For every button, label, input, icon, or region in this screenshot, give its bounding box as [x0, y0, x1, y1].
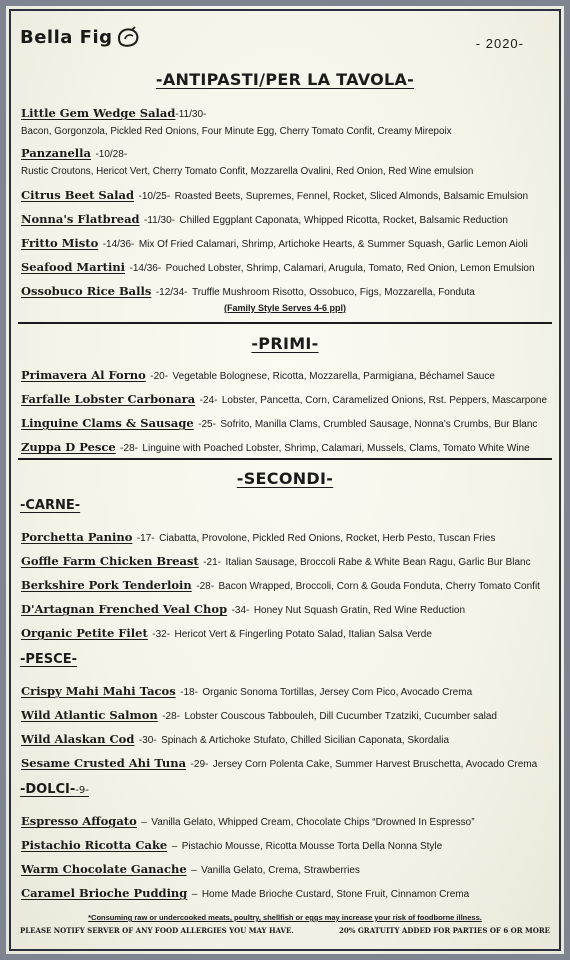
item-description: Rustic Croutons, Hericot Vert, Cherry Tomato Confit, Mozzarella Ovalini, Red Onion, Red Wine emulsion: [21, 166, 474, 177]
item-name: Wild Atlantic Salmon: [21, 708, 158, 722]
item-price: -11/30-: [144, 215, 175, 226]
item-name: Espresso Affogato: [21, 814, 137, 828]
menu-item: [21, 282, 552, 300]
item-price: -25-: [198, 419, 216, 430]
dolci-price: -9-: [75, 785, 89, 796]
menu-item: [21, 706, 552, 724]
item-description: Lobster Couscous Tabbouleh, Dill Cucumber Tzatziki, Cucumber salad: [184, 711, 497, 722]
item-description: Vanilla Gelato, Whipped Cream, Chocolate Chips “Drowned In Espresso”: [151, 817, 475, 828]
item-price: -17-: [136, 533, 155, 544]
logo-text: Bella Fig: [20, 26, 113, 48]
menu-item: [21, 552, 552, 570]
menu-item: [21, 104, 552, 137]
carne-subtitle: -CARNE-: [20, 498, 81, 513]
item-name: Sesame Crusted Ahi Tuna: [21, 756, 187, 770]
item-price: -28-: [120, 443, 138, 454]
menu-item: [21, 366, 552, 384]
item-price: -11/30-: [175, 109, 207, 120]
menu-item: [21, 390, 552, 408]
fig-icon: [116, 26, 140, 48]
item-price: –: [171, 841, 178, 852]
item-price: -18-: [180, 687, 198, 698]
item-price: -28-: [196, 581, 215, 592]
item-price: -34-: [231, 605, 250, 616]
menu-item: [21, 624, 552, 642]
item-price: -14/36-: [102, 239, 135, 250]
menu-item: [21, 234, 552, 252]
item-description: Vanilla Gelato, Crema, Strawberries: [201, 865, 360, 876]
item-description: Honey Nut Squash Gratin, Red Wine Reduction: [253, 605, 466, 616]
item-description: Linguine with Poached Lobster, Shrimp, Calamari, Mussels, Clams, Tomato White Wine: [142, 443, 530, 454]
item-description: Italian Sausage, Broccoli Rabe & White Bean Ragu, Garlic Bur Blanc: [225, 557, 531, 568]
menu-item: [21, 414, 552, 432]
item-name: Organic Petite Filet: [21, 626, 148, 640]
item-description: Roasted Beets, Supremes, Fennel, Rocket, Sliced Almonds, Balsamic Emulsion: [174, 191, 529, 202]
item-price: -10/25-: [138, 191, 171, 202]
item-name: Nonna's Flatbread: [21, 212, 140, 226]
item-price: -30-: [138, 735, 157, 746]
menu-item: [21, 576, 552, 594]
menu-item: [21, 186, 552, 204]
menu-item: [21, 528, 552, 546]
item-description: Sofrito, Manilla Clams, Crumbled Sausage, Nonna's Crumbs, Bur Blanc: [220, 419, 538, 430]
item-name: Crispy Mahi Mahi Tacos: [21, 684, 176, 698]
item-description: Spinach & Artichoke Stufato, Chilled Sicilian Caponata, Skordalia: [161, 735, 450, 746]
item-description: Jersey Corn Polenta Cake, Summer Harvest Bruschetta, Avocado Crema: [212, 759, 538, 770]
item-price: -29-: [190, 759, 209, 770]
item-description: Organic Sonoma Tortillas, Jersey Corn Pico, Avocado Crema: [202, 687, 473, 698]
item-name: Berkshire Pork Tenderloin: [21, 578, 192, 592]
item-description: Bacon Wrapped, Broccoli, Corn & Gouda Fonduta, Cherry Tomato Confit: [218, 581, 540, 592]
item-description: Home Made Brioche Custard, Stone Fruit, Cinnamon Crema: [201, 889, 470, 900]
menu-item: [21, 600, 552, 618]
menu-item: [21, 258, 552, 276]
item-description: Lobster, Pancetta, Corn, Caramelized Onions, Rst. Peppers, Mascarpone: [221, 395, 548, 406]
item-description: Truffle Mushroom Risotto, Ossobuco, Figs, Mozzarella, Fonduta: [191, 287, 475, 298]
secondi-title: -SECONDI-: [236, 469, 334, 488]
section-divider: [18, 458, 552, 460]
item-name: Farfalle Lobster Carbonara: [21, 392, 196, 406]
item-name: Zuppa D Pesce: [21, 440, 116, 454]
menu-item: [21, 860, 552, 878]
item-price: -14/36-: [129, 263, 162, 274]
primi-title: -PRIMI-: [251, 334, 319, 353]
item-name: Citrus Beet Salad: [21, 188, 135, 202]
menu-item: [21, 836, 552, 854]
item-description: Chilled Eggplant Caponata, Whipped Ricotta, Rocket, Balsamic Reduction: [179, 215, 508, 226]
item-price: –: [191, 889, 198, 900]
item-price: -20-: [150, 371, 169, 382]
item-price: -10/28-: [95, 149, 128, 160]
menu-item: [21, 210, 552, 228]
item-name: Primavera Al Forno: [21, 368, 146, 382]
menu-item: [21, 438, 552, 456]
section-divider: [18, 322, 552, 324]
item-price: –: [141, 817, 147, 828]
item-price: –: [191, 865, 197, 876]
menu-item: [21, 812, 552, 830]
dolci-title: -DOLCI-: [20, 782, 76, 797]
item-name: Warm Chocolate Ganache: [21, 862, 187, 876]
item-name: Little Gem Wedge Salad: [21, 106, 176, 120]
item-name: Caramel Brioche Pudding: [21, 886, 188, 900]
item-name: Linguine Clams & Sausage: [21, 416, 194, 430]
pesce-subtitle: -PESCE-: [20, 652, 77, 667]
gratuity-notice: 20% GRATUITY ADDED FOR PARTIES OF 6 OR MORE: [339, 926, 550, 935]
menu-item: [21, 144, 552, 177]
item-description: Pistachio Mousse, Ricotta Mousse Torta Della Nonna Style: [181, 841, 443, 852]
menu-year: - 2020-: [475, 36, 524, 51]
item-description: Pouched Lobster, Shrimp, Calamari, Arugula, Tomato, Red Onion, Lemon Emulsion: [165, 263, 535, 274]
allergy-notice: PLEASE NOTIFY SERVER OF ANY FOOD ALLERGIES YOU MAY HAVE.: [20, 926, 294, 935]
item-name: Wild Alaskan Cod: [21, 732, 135, 746]
restaurant-logo: [20, 26, 140, 48]
item-price: -24-: [199, 395, 218, 406]
foodborne-disclaimer: *Consuming raw or undercooked meats, poultry, shellfish or eggs may increase your risk of foodborne illness.: [88, 913, 482, 922]
item-description: Bacon, Gorgonzola, Pickled Red Onions, Four Minute Egg, Cherry Tomato Confit, Creamy Mirepoix: [21, 126, 452, 137]
item-name: Fritto Misto: [21, 236, 99, 250]
menu-item: [21, 682, 552, 700]
item-name: D'Artagnan Frenched Veal Chop: [21, 602, 228, 616]
item-price: -21-: [203, 557, 221, 568]
dolci-subtitle: [20, 782, 89, 797]
item-name: Goffle Farm Chicken Breast: [21, 554, 199, 568]
item-name: Ossobuco Rice Balls: [21, 284, 152, 298]
item-price: -32-: [152, 629, 171, 640]
item-name: Porchetta Panino: [21, 530, 133, 544]
item-name: Seafood Martini: [21, 260, 126, 274]
item-name: Pistachio Ricotta Cake: [21, 838, 168, 852]
item-description: Mix Of Fried Calamari, Shrimp, Artichoke Hearts, & Summer Squash, Garlic Lemon Aioli: [138, 239, 528, 250]
item-description: Hericot Vert & Fingerling Potato Salad, Italian Salsa Verde: [174, 629, 432, 640]
antipasti-title: -ANTIPASTI/PER LA TAVOLA-: [155, 70, 415, 89]
item-name: Panzanella: [21, 146, 91, 160]
menu-item: [21, 754, 552, 772]
menu-item: [21, 730, 552, 748]
item-price: -12/34-: [155, 287, 188, 298]
item-description: Ciabatta, Provolone, Pickled Red Onions, Rocket, Herb Pesto, Tuscan Fries: [159, 533, 496, 544]
menu-item: [21, 884, 552, 902]
item-price: -28-: [162, 711, 180, 722]
item-description: Vegetable Bolognese, Ricotta, Mozzarella, Parmigiana, Béchamel Sauce: [172, 371, 495, 382]
menu-page: [6, 6, 564, 954]
family-style-note: (Family Style Serves 4-6 ppl): [223, 303, 347, 313]
